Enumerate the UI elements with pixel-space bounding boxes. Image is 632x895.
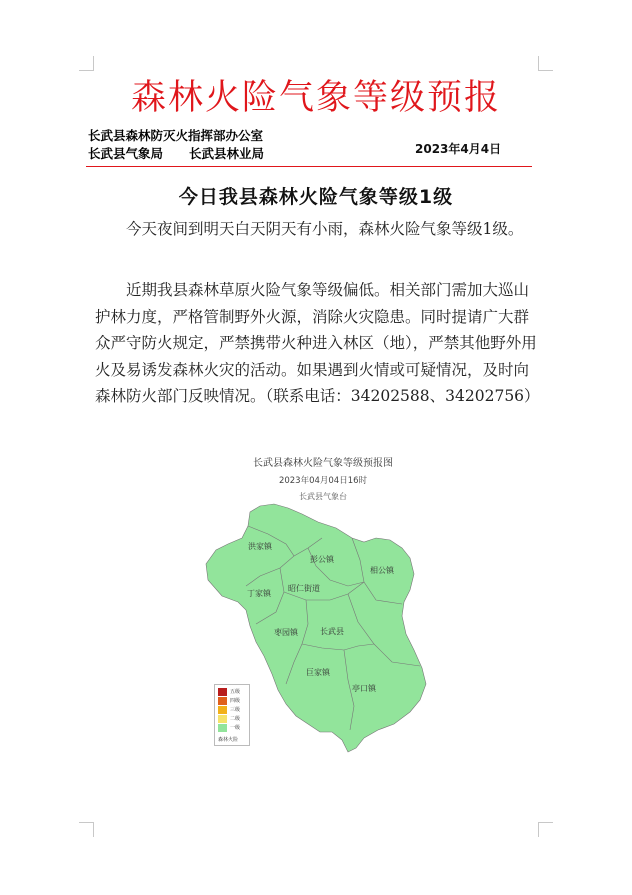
town-label-dingjia: 丁家镇: [247, 589, 271, 598]
map-source: 长武县气象台: [299, 492, 347, 501]
masthead-title: 森林火险气象等级预报: [130, 78, 501, 118]
issuer-fire-office: 长武县森林防灭火指挥部办公室: [88, 128, 264, 143]
legend-level-5: 五级: [218, 688, 248, 696]
crop-mark-top-right: [538, 56, 553, 71]
crop-mark-bottom-right: [538, 822, 553, 837]
map-legend: [214, 684, 250, 746]
red-divider: [86, 166, 532, 167]
legend-caption: 森林火险: [218, 737, 239, 743]
crop-mark-bottom-left: [79, 822, 94, 837]
issue-date: 2023年4月4日: [415, 142, 502, 156]
legend-swatch-5: [218, 688, 227, 696]
legend-level-1: 一级: [218, 724, 248, 732]
town-label-penggong: 彭公镇: [310, 555, 334, 564]
paragraph-forecast: 今天夜间到明天白天阴天有小雨，森林火险气象等级1级。: [126, 220, 524, 238]
legend-level-2: 二级: [218, 715, 248, 723]
town-label-xianggong: 相公镇: [370, 566, 394, 575]
town-label-hongjia: 洪家镇: [248, 542, 272, 551]
issuer-line-1: [88, 127, 263, 145]
town-label-changwu: 长武县: [320, 627, 344, 636]
paragraph-advice: 近期我县森林草原火险气象等级偏低。相关部门需加大巡山护林力度，严格管制野外火源，消除火灾隐患。同时提请广大群众严守防火规定，严禁携带火种进入林区（地），严禁其他野外用火及易诱发森林火灾的活动。如果遇到火情或可疑情况，及时向森林防火部门反映情况。（联系电话：34202588、34202756）: [95, 281, 540, 405]
legend-level-4: 四级: [218, 697, 248, 705]
issuer-forestry-bureau: 长武县林业局: [189, 146, 265, 161]
town-label-zhaoren: 昭仁街道: [288, 584, 320, 593]
issuer-meteorological-bureau: 长武县气象局: [88, 146, 164, 161]
town-label-jujia: 巨家镇: [306, 668, 330, 677]
town-label-tingkou: 亭口镇: [352, 684, 376, 693]
issuer-line-2: [88, 145, 264, 163]
town-label-zaoyuan: 枣园镇: [274, 628, 298, 637]
map-time: 2023年04月04日16时: [278, 476, 368, 486]
headline: 今日我县森林火险气象等级1级: [178, 186, 454, 208]
crop-mark-top-left: [79, 56, 94, 71]
map-title: 长武县森林火险气象等级预报图: [253, 458, 393, 469]
legend-swatch-3: [218, 706, 227, 714]
legend-swatch-1: [218, 724, 227, 732]
legend-level-3: 三级: [218, 706, 248, 714]
legend-swatch-4: [218, 697, 227, 705]
legend-swatch-2: [218, 715, 227, 723]
